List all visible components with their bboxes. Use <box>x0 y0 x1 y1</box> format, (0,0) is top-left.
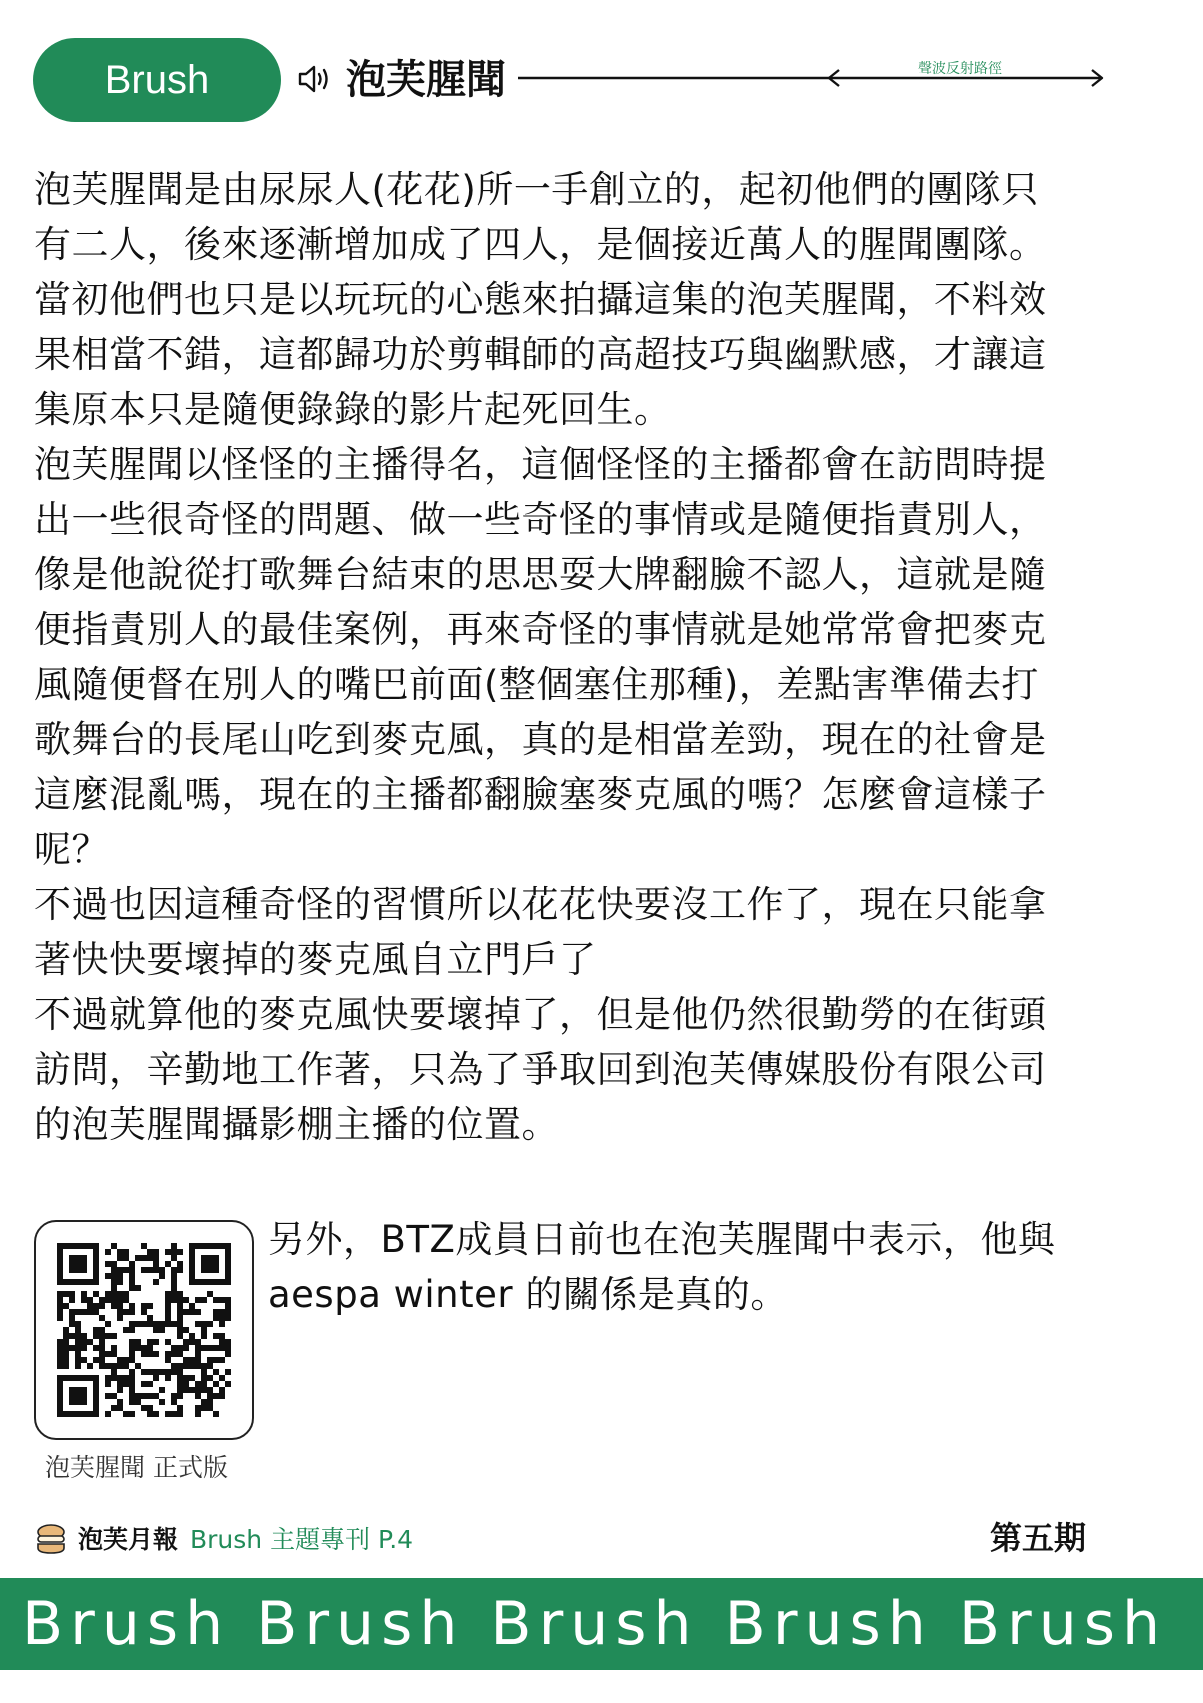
paragraph-4: 不過也因這種奇怪的習慣所以花花快要沒工作了，現在只能拿著快快要壞掉的麥克風自立門戶了 <box>34 883 1047 981</box>
publication-name: 泡芙月報 <box>78 1525 179 1554</box>
qr-caption: 泡芙腥聞 正式版 <box>45 1453 228 1482</box>
issue-number: 第五期 <box>990 1519 1087 1557</box>
paragraph-1: 泡芙腥聞是由尿尿人(花花)所一手創立的，起初他們的團隊只有二人，後來逐漸增加成了四人，是個接近萬人的腥聞團隊。 <box>34 168 1047 266</box>
qr-section <box>34 1212 1064 1432</box>
aside-text: 另外，BTZ成員日前也在泡芙腥聞中表示，他與 aespa winter 的關係是真的。 <box>268 1218 1056 1316</box>
speaker-icon <box>297 64 331 94</box>
cream-puff-icon <box>36 1523 66 1555</box>
arrow-line <box>516 58 1106 98</box>
page-footer <box>0 1510 1203 1570</box>
banner-text: Brush Brush Brush Brush Brush <box>22 1589 1168 1659</box>
brush-tag: Brush <box>33 38 281 122</box>
article-body <box>34 162 1064 1152</box>
paragraph-2: 當初他們也只是以玩玩的心態來拍攝這集的泡芙腥聞，不料效果相當不錯，這都歸功於剪輯師的高超技巧與幽默感，才讓這集原本只是隨便錄錄的影片起死回生。 <box>34 278 1047 431</box>
qr-code-frame[interactable] <box>34 1220 254 1440</box>
page-title: 泡芙腥聞 <box>346 57 506 103</box>
arrow-label: 聲波反射路徑 <box>918 61 1002 77</box>
paragraph-3: 泡芙腥聞以怪怪的主播得名，這個怪怪的主播都會在訪問時提出一些很奇怪的問題、做一些奇怪的事情或是隨便指責別人，像是他說從打歌舞台結束的思思耍大牌翻臉不認人，這就是隨便指責別人的最佳案例，再來奇怪的事情就是她常常會把麥克風隨便督在別人的嘴巴前面(整個塞住那種)，差點害準備去打歌舞台的長尾山吃到麥克風，真的是相當差勁，現在的社會是這麼混亂嗎，現在的主播都翻臉塞麥克風的嗎？怎麼會這樣子呢？ <box>34 443 1047 871</box>
paragraph-5: 不過就算他的麥克風快要壞掉了，但是他仍然很勤勞的在街頭訪問，辛勤地工作著，只為了爭取回到泡芙傳媒股份有限公司的泡芙腥聞攝影棚主播的位置。 <box>34 993 1047 1146</box>
publication-topic: Brush 主題專刊 P.4 <box>190 1525 414 1554</box>
page-header <box>0 0 1203 140</box>
bottom-banner <box>0 1578 1203 1670</box>
qr-code-icon[interactable] <box>57 1243 231 1417</box>
